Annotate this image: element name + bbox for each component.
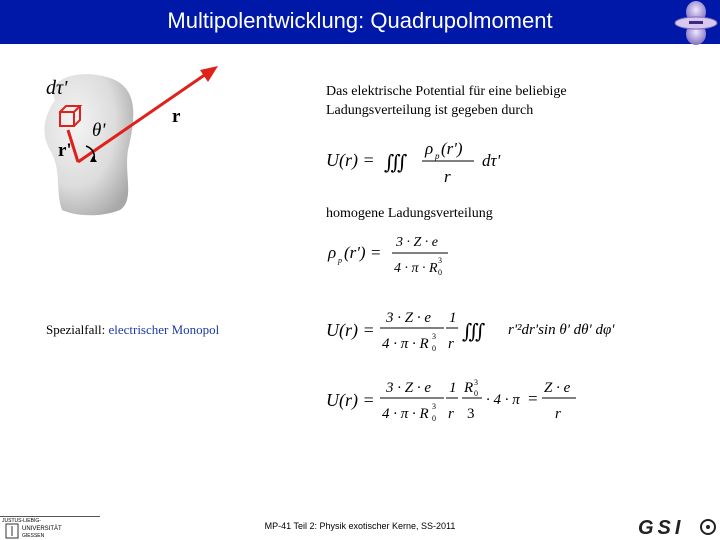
r-vector-arrowhead bbox=[200, 66, 218, 82]
intro-text-line-2: Ladungsverteilung ist gegeben durch bbox=[326, 103, 534, 118]
potential-denominator: r bbox=[444, 167, 451, 186]
result-frac2-den: r bbox=[448, 406, 454, 422]
result-lhs: U(r) = bbox=[326, 390, 375, 410]
result-frac3-num-sup: 3 bbox=[474, 378, 478, 387]
monopole-frac1-num: 3 · Z · e bbox=[386, 310, 431, 326]
monopole-result-equation bbox=[322, 372, 582, 432]
monopole-frac2-den: r bbox=[448, 336, 454, 352]
r-prime-label: r' bbox=[58, 140, 72, 161]
density-lhs: ρ bbox=[328, 243, 337, 262]
charge-distribution-diagram bbox=[0, 50, 240, 220]
density-lhs-sub: p bbox=[338, 256, 342, 265]
density-numerator: 3 · Z · e bbox=[396, 235, 438, 250]
density-den-sup: 3 bbox=[438, 256, 442, 265]
potential-tail: dτ' bbox=[482, 151, 501, 170]
svg-text:GIESSEN: GIESSEN bbox=[22, 533, 45, 539]
gsi-logo-icon bbox=[636, 516, 718, 538]
homogeneous-label: homogene Ladungsverteilung bbox=[326, 206, 493, 221]
result-frac1-den: 4 · π · R bbox=[382, 406, 429, 422]
monopole-equation bbox=[322, 302, 652, 360]
monopole-integral: ∭ bbox=[462, 321, 486, 343]
monopole-den-sup: 3 bbox=[432, 332, 436, 341]
result-den-sup: 3 bbox=[432, 402, 436, 411]
potential-numerator-arg: (r') bbox=[441, 139, 463, 158]
result-frac3-num-sub: 0 bbox=[474, 389, 478, 398]
svg-text:JUSTUS-LIEBIG-: JUSTUS-LIEBIG- bbox=[2, 518, 41, 524]
potential-equation bbox=[322, 130, 512, 190]
result-frac4-num: Z · e bbox=[544, 380, 571, 396]
result-frac2-num: 1 bbox=[449, 380, 457, 396]
svg-text:GSI: GSI bbox=[638, 517, 685, 538]
orbital-logo-icon bbox=[672, 0, 720, 46]
volume-element-label: dτ' bbox=[46, 77, 68, 99]
r-label: r bbox=[172, 106, 181, 127]
density-den-sub: 0 bbox=[438, 268, 442, 277]
footer-text: MP-41 Teil 2: Physik exotischer Kerne, SS-2011 bbox=[264, 521, 456, 531]
intro-text-line-1: Das elektrische Potential für eine beliebige bbox=[326, 84, 567, 99]
special-case-term: electrischer Monopol bbox=[108, 322, 220, 337]
potential-lhs: U(r) = bbox=[326, 150, 375, 170]
slide-title: Multipolentwicklung: Quadrupolmoment bbox=[167, 8, 553, 33]
result-frac4-den: r bbox=[555, 406, 561, 422]
result-equals: = bbox=[528, 389, 538, 408]
special-case-label bbox=[46, 320, 219, 339]
result-tail: · 4 · π bbox=[486, 392, 520, 408]
result-frac3-den: 3 bbox=[467, 406, 475, 422]
density-lhs-arg: (r') = bbox=[344, 243, 382, 262]
potential-numerator: ρ bbox=[425, 139, 434, 158]
result-frac3-num: R bbox=[464, 380, 474, 396]
potential-numerator-sub: p bbox=[435, 151, 440, 161]
result-den-sub: 0 bbox=[432, 414, 436, 423]
result-frac1-num: 3 · Z · e bbox=[386, 380, 431, 396]
monopole-tail: r'²dr'sin θ' dθ' dφ' bbox=[508, 322, 615, 338]
density-denominator: 4 · π · R bbox=[394, 261, 438, 276]
intro-text bbox=[326, 82, 567, 120]
svg-text:UNIVERSITÄT: UNIVERSITÄT bbox=[22, 526, 62, 532]
monopole-frac1-den: 4 · π · R bbox=[382, 336, 429, 352]
theta-label: θ' bbox=[92, 120, 106, 141]
monopole-lhs: U(r) = bbox=[326, 320, 375, 340]
density-equation bbox=[324, 228, 464, 280]
potential-integral: ∭ bbox=[384, 152, 408, 174]
special-case-prefix: Spezialfall: bbox=[46, 322, 109, 337]
monopole-frac2-num: 1 bbox=[449, 310, 457, 326]
monopole-den-sub: 0 bbox=[432, 344, 436, 353]
